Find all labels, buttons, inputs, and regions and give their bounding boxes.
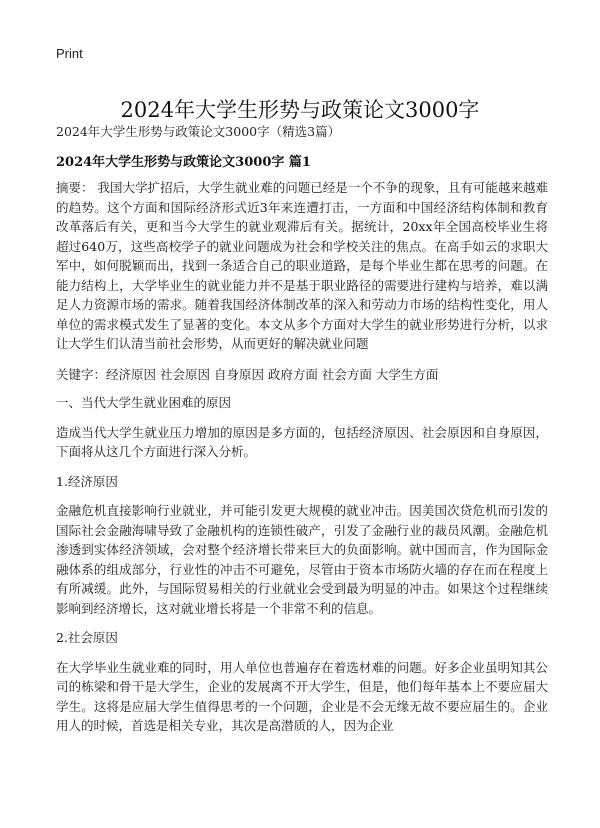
keywords-paragraph: 关键字：经济原因 社会原因 自身原因 政府方面 社会方面 大学生方面 [56, 366, 439, 382]
article-subtitle: 2024年大学生形势与政策论文3000字（精选3篇） [56, 124, 341, 139]
page-title: 2024年大学生形势与政策论文3000字 [120, 98, 480, 123]
article-body [56, 178, 548, 746]
intro-paragraph: 造成当代大学生就业压力增加的原因是多方面的，包括经济原因、社会原因和自身原因，下面将从这几个方面进行深入分析。 [56, 424, 548, 459]
section-heading: 2024年大学生形势与政策论文3000字 篇1 [56, 155, 311, 170]
economic-paragraph: 金融危机直接影响行业就业，并可能引发更大规模的就业冲击。因美国次贷危机而引发的国际社会金融海啸导致了金融机构的连锁性破产，引发了金融行业的裁员风潮。金融危机渗透到实体经济领域，会对整个经济增长带来巨大的负面影响。就中国而言，作为国际金融体系的组成部分，行业性的冲击不可避免，尽管由于资本市场防火墙的存在而在程度上有所减缓。此外，与国际贸易相关的行业就业会受到最为明显的冲击。如果这个过程继续影响到经济增长，这对就业增长将是一个非常不利的信息。 [56, 503, 548, 616]
subheading-causes: 一、当代大学生就业困难的原因 [56, 395, 232, 410]
social-paragraph: 在大学毕业生就业难的同时，用人单位也普遍存在着选材难的问题。好多企业虽明知其公司的栋梁和骨干是大学生，企业的发展离不开大学生，但是，他们每年基本上不要应届大学生。这将是应届大学生值得思考的一个问题，企业是不会无缘无故不要应届生的。企业用人的时候，首选是相关专业，其次是高潜质的人，因为企业 [56, 659, 548, 733]
abstract-paragraph: 摘要： 我国大学扩招后，大学生就业难的问题已经是一个不争的现象，且有可能越来越难的趋势。这个方面和国际经济形式近3年来连遭打击，一方面和中国经济结构体制和教育改革落后有关，更和当今大学生的就业观滞后有关。据统计，20xx年全国高校毕业生将超过640万，这些高校学子的就业问题成为社会和学校关注的焦点。在高手如云的求职大军中，如何脱颖而出，找到一条适合自己的职业道路，是每个毕业生都在思考的问题。在能力结构上，大学毕业生的就业能力并不是基于职业路径的需要进行建构与培养，难以满足人力资源市场的需求。随着我国经济体制改革的深入和劳动力市场的结构性变化，用人单位的需求模式发生了显著的变化。本文从多个方面对大学生的就业形势进行分析，以求让大学生们认清当前社会形势，从而更好的解决就业问题 [56, 180, 548, 351]
subheading-social: 2.社会原因 [56, 630, 118, 645]
print-link[interactable]: Print [56, 46, 83, 61]
subheading-economic: 1.经济原因 [56, 473, 118, 489]
